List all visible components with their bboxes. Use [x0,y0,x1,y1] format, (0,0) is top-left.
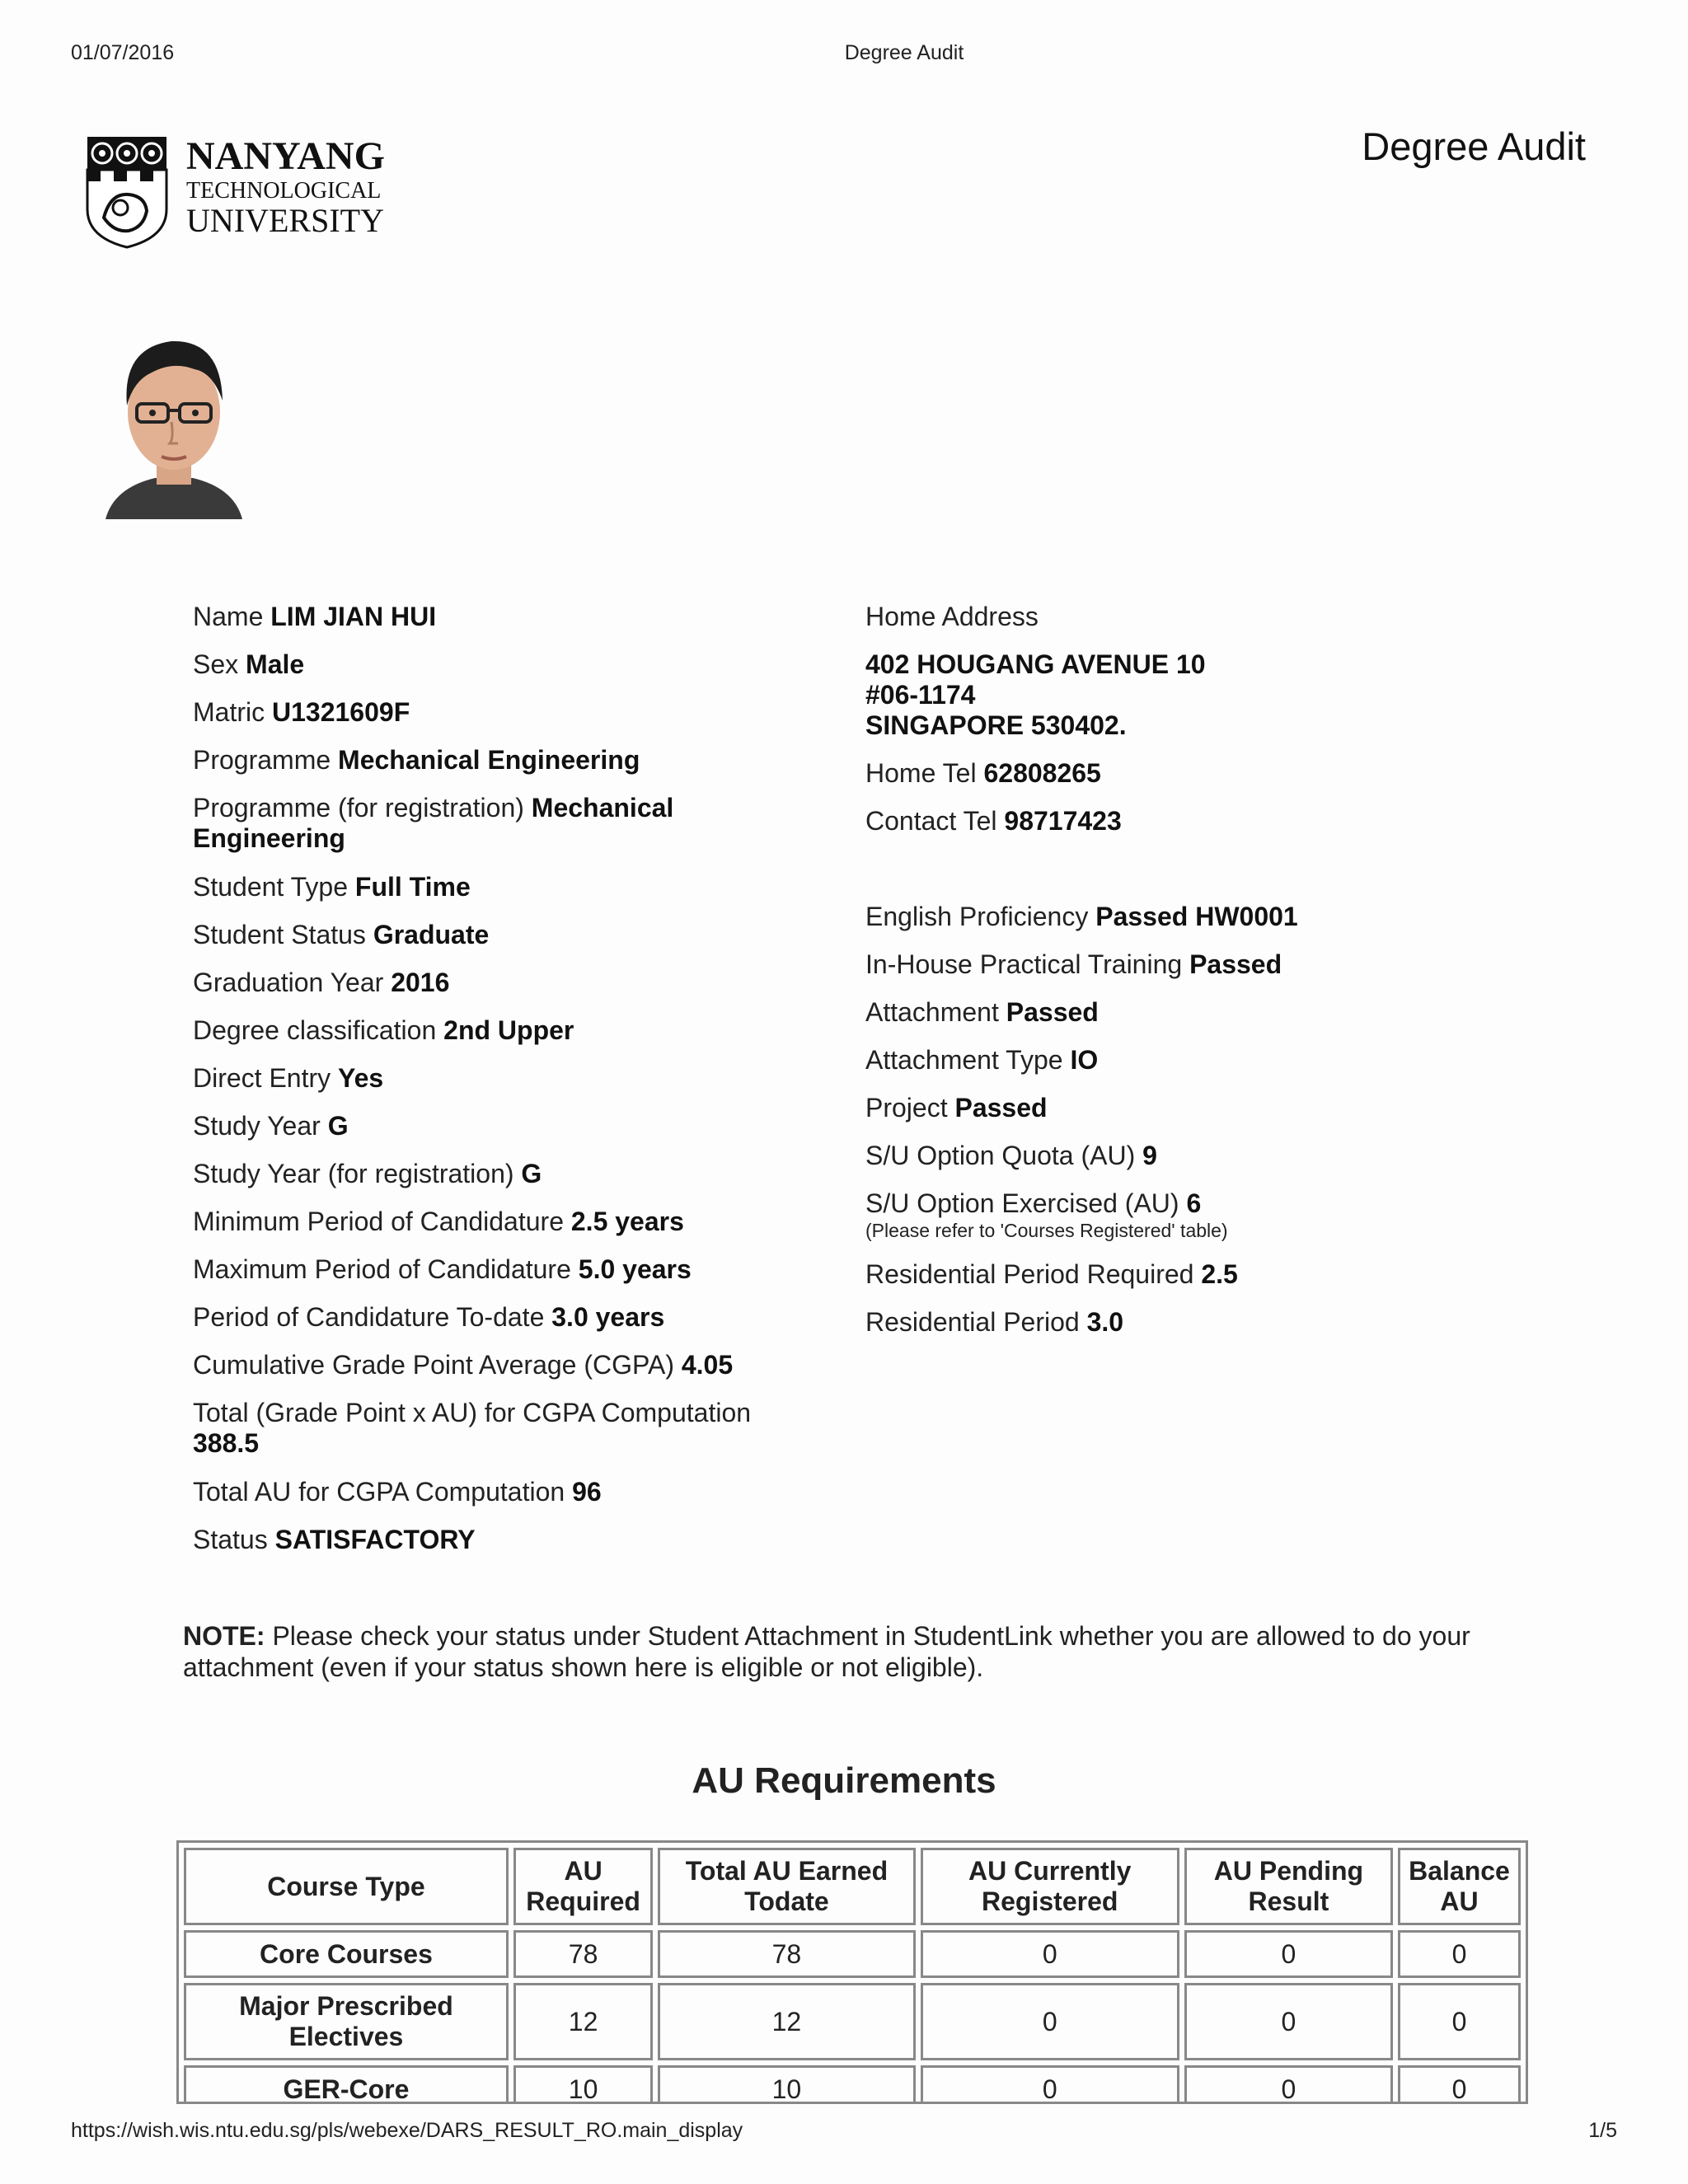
cell-au-pending: 0 [1184,1983,1393,2060]
cell-balance-au: 0 [1398,2065,1521,2104]
table-row [184,2065,1521,2104]
table-row [184,1983,1521,2060]
info-su-exercised: S/U Option Exercised (AU) 6 (Please refer to 'Courses Registered' table) [865,1188,1492,1242]
cell-course-type: GER-Core [184,2065,509,2104]
info-attachment-type: Attachment Type IO [865,1045,1099,1075]
address-line-1: 402 HOUGANG AVENUE 10 [865,649,1206,679]
header-balance-au: Balance AU [1398,1848,1521,1925]
info-home-tel: Home Tel 62808265 [865,758,1101,788]
info-min-candidature: Minimum Period of Candidature 2.5 years [193,1207,684,1236]
info-total-grade-point: Total (Grade Point x AU) for CGPA Computation 388.5 [193,1398,752,1458]
home-address [865,649,1492,741]
cell-au-required: 12 [513,1983,653,2060]
info-english-proficiency: English Proficiency Passed HW0001 [865,902,1298,931]
cell-course-type: Major Prescribed Electives [184,1983,509,2060]
address-line-3: SINGAPORE 530402. [865,710,1127,740]
table-header-row [184,1848,1521,1925]
info-study-year: Study Year G [193,1111,349,1141]
cell-total-au-earned: 10 [658,2065,915,2104]
student-portrait-icon [97,315,251,519]
info-practical-training: In-House Practical Training Passed [865,949,1282,979]
info-name: Name LIM JIAN HUI [193,602,437,631]
print-url: https://wish.wis.ntu.edu.sg/pls/webexe/DARS_RESULT_RO.main_display [71,2119,743,2142]
info-matric: Matric U1321609F [193,697,410,727]
info-study-year-registration: Study Year (for registration) G [193,1159,542,1188]
ntu-crest-icon [86,135,168,249]
info-attachment: Attachment Passed [865,997,1099,1027]
info-programme-registration: Programme (for registration) Mechanical Engineering [193,793,674,853]
info-graduation-year: Graduation Year 2016 [193,968,450,997]
print-date: 01/07/2016 [71,41,175,64]
au-requirements-table [176,1840,1528,2104]
info-residential-required: Residential Period Required 2.5 [865,1259,1238,1289]
info-sex: Sex Male [193,649,305,679]
header-au-pending: AU Pending Result [1184,1848,1393,1925]
cell-au-registered: 0 [921,1930,1179,1978]
page-title: Degree Audit [1362,124,1586,168]
info-cgpa: Cumulative Grade Point Average (CGPA) 4.05 [193,1350,734,1380]
info-total-au: Total AU for CGPA Computation 96 [193,1477,602,1507]
print-page-number: 1/5 [1588,2119,1617,2142]
cell-course-type: Core Courses [184,1930,509,1978]
info-degree-classification: Degree classification 2nd Upper [193,1015,574,1045]
cell-au-required: 78 [513,1930,653,1978]
header-au-required: AU Required [513,1848,653,1925]
note-prefix: NOTE: [183,1621,265,1651]
cell-au-required: 10 [513,2065,653,2104]
note-text: Please check your status under Student Attachment in StudentLink whether you are allowed to do your attachment (even if your status shown here is eligible or not eligible). [183,1621,1470,1682]
info-student-type: Student Type Full Time [193,872,471,902]
info-residential-period: Residential Period 3.0 [865,1307,1124,1337]
info-su-quota: S/U Option Quota (AU) 9 [865,1141,1157,1170]
info-programme: Programme Mechanical Engineering [193,745,640,775]
table-row [184,1930,1521,1978]
info-project: Project Passed [865,1093,1048,1122]
info-direct-entry: Direct Entry Yes [193,1063,384,1093]
info-candidature-todate: Period of Candidature To-date 3.0 years [193,1302,665,1332]
au-requirements-title: AU Requirements [692,1760,996,1801]
home-address-label: Home Address [865,602,1039,631]
attachment-note [183,1620,1535,1683]
info-student-status: Student Status Graduate [193,920,490,949]
print-title: Degree Audit [844,41,964,64]
su-exercised-note: (Please refer to 'Courses Registered' table) [865,1220,1228,1241]
address-line-2: #06-1174 [865,680,976,710]
cell-au-registered: 0 [921,1983,1179,2060]
info-contact-tel: Contact Tel 98717423 [865,806,1122,836]
cell-balance-au: 0 [1398,1930,1521,1978]
logo-line-technological: TECHNOLOGICAL [186,178,382,204]
header-total-au-earned: Total AU Earned Todate [658,1848,915,1925]
cell-au-pending: 0 [1184,2065,1393,2104]
ntu-logo [86,134,399,249]
student-photo [97,315,251,519]
cell-total-au-earned: 78 [658,1930,915,1978]
info-status: Status SATISFACTORY [193,1525,476,1554]
cell-total-au-earned: 12 [658,1983,915,2060]
cell-au-registered: 0 [921,2065,1179,2104]
header-course-type: Course Type [184,1848,509,1925]
logo-line-nanyang: NANYANG [186,134,385,178]
cell-au-pending: 0 [1184,1930,1393,1978]
logo-line-university: UNIVERSITY [186,202,384,239]
header-au-registered: AU Currently Registered [921,1848,1179,1925]
cell-balance-au: 0 [1398,1983,1521,2060]
info-max-candidature: Maximum Period of Candidature 5.0 years [193,1254,692,1284]
